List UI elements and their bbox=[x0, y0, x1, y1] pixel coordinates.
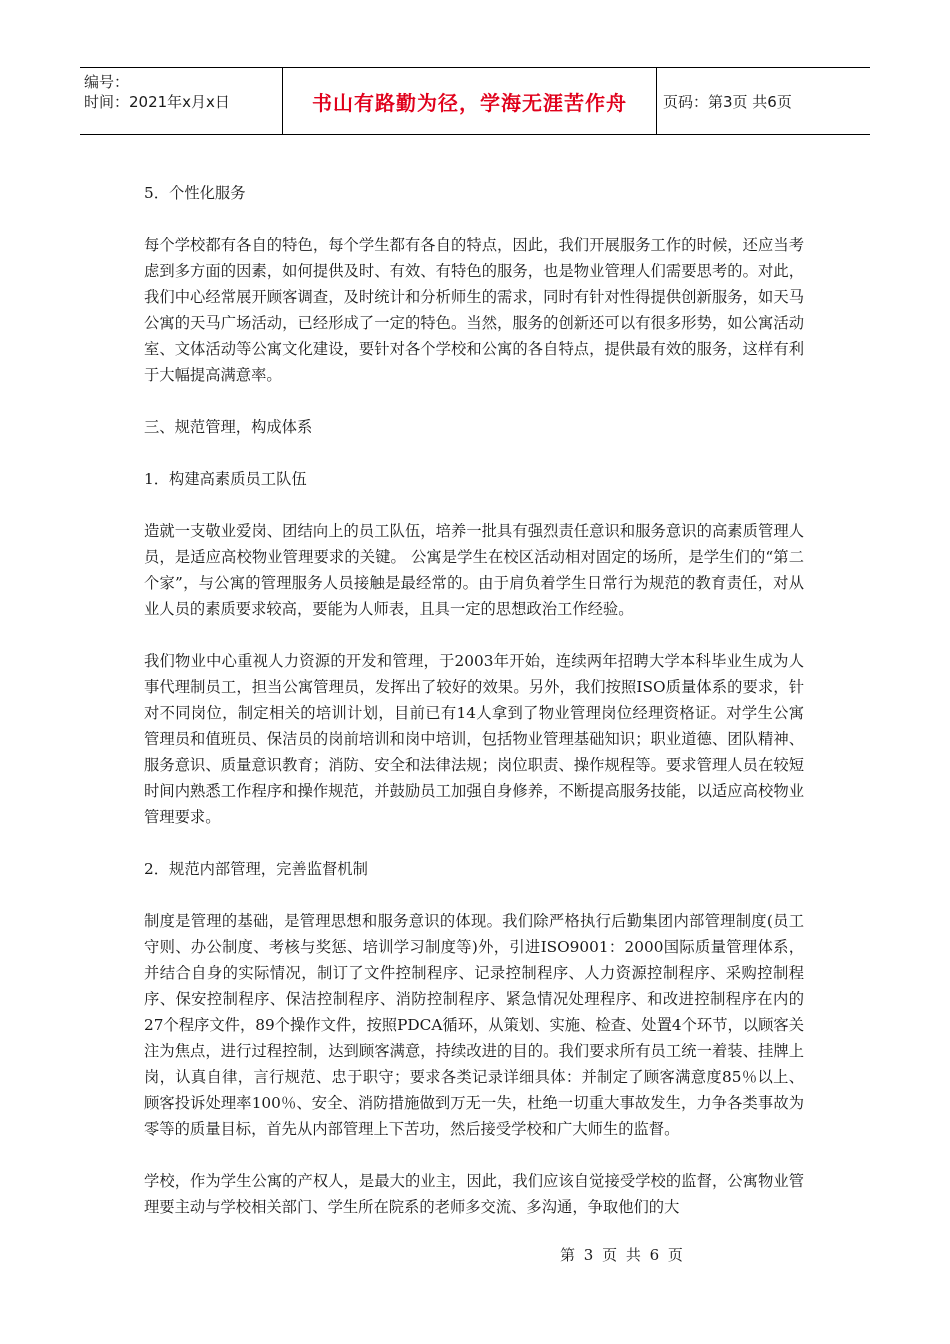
doc-number-label: 编号： bbox=[84, 73, 130, 91]
paragraph: 每个学校都有各自的特色，每个学生都有各自的特点，因此，我们开展服务工作的时候，还应当考虑到多方面的因素，如何提供及时、有效、有特色的服务，也是物业管理人们需要思考的。对此，我们中心经常展开顾客调查，及时统计和分析师生的需求，同时有针对性得提供创新服务，如天马公寓的天马广场活动，已经形成了一定的特色。当然，服务的创新还可以有很多形势，如公寓活动室、文体活动等公寓文化建设，要针对各个学校和公寓的各自特点，提供最有效的服务，这样有利于大幅提高满意率。 bbox=[144, 236, 804, 384]
header-info bbox=[80, 68, 283, 134]
section-heading-personalized-service: 5．个性化服务 bbox=[144, 184, 246, 202]
page-header bbox=[80, 67, 870, 135]
doc-date: 时间：2021年x月x日 bbox=[84, 93, 230, 111]
paragraph: 造就一支敬业爱岗、团结向上的员工队伍，培养一批具有强烈责任意识和服务意识的高素质管理人员，是适应高校物业管理要求的关键。 公寓是学生在校区活动相对固定的场所，是学生们的“第二个家”，与公寓的管理服务人员接触是最经常的。由于肩负着学生日常行为规范的教育责任，对从业人员的素质要求较高，要能为人师表，且具一定的思想政治工作经验。 bbox=[144, 522, 804, 618]
paragraph: 我们物业中心重视人力资源的开发和管理，于2003年开始，连续两年招聘大学本科毕业生成为人事代理制员工，担当公寓管理员，发挥出了较好的效果。另外，我们按照ISO质量体系的要求，针对不同岗位，制定相关的培训计划，目前已有14人拿到了物业管理岗位经理资格证。对学生公寓管理员和值班员、保洁员的岗前培训和岗中培训，包括物业管理基础知识；职业道德、团队精神、服务意识、质量意识教育；消防、安全和法律法规；岗位职责、操作规程等。要求管理人员在较短时间内熟悉工作程序和操作规范，并鼓励员工加强自身修养，不断提高服务技能，以适应高校物业管理要求。 bbox=[144, 652, 804, 826]
section-heading-staff-team: 1．构建高素质员工队伍 bbox=[144, 470, 307, 488]
paragraph: 学校，作为学生公寓的产权人，是最大的业主，因此，我们应该自觉接受学校的监督，公寓物业管理要主动与学校相关部门、学生所在院系的老师多交流、多沟通，争取他们的大 bbox=[144, 1172, 804, 1216]
paragraph: 制度是管理的基础，是管理思想和服务意识的体现。我们除严格执行后勤集团内部管理制度(员工守则、办公制度、考核与奖惩、培训学习制度等)外，引进ISO9001：2000国际质量管理体系，并结合自身的实际情况，制订了文件控制程序、记录控制程序、人力资源控制程序、采购控制程序、保安控制程序、保洁控制程序、消防控制程序、紧急情况处理程序、和改进控制程序在内的27个程序文件，89个操作文件，按照PDCA循环，从策划、实施、检查、处置4个环节，以顾客关注为焦点，进行过程控制，达到顾客满意，持续改进的目的。我们要求所有员工统一着装、挂牌上岗，认真自律，言行规范、忠于职守；要求各类记录详细具体：并制定了顾客满意度85％以上、顾客投诉处理率100％、安全、消防措施做到万无一失，杜绝一切重大事故发生，力争各类事故为零等的质量目标，首先从内部管理上下苦功，然后接受学校和广大师生的监督。 bbox=[144, 912, 804, 1138]
header-page-code: 页码：第3页 共6页 bbox=[663, 92, 792, 111]
document-body bbox=[144, 180, 804, 1246]
section-heading-internal-management: 2．规范内部管理，完善监督机制 bbox=[144, 860, 368, 878]
page-footer: 第 3 页 共 6 页 bbox=[560, 1246, 685, 1264]
header-motto: 书山有路勤为径，学海无涯苦作舟 bbox=[283, 68, 657, 134]
section-heading-standard-management: 三、规范管理，构成体系 bbox=[144, 418, 313, 436]
